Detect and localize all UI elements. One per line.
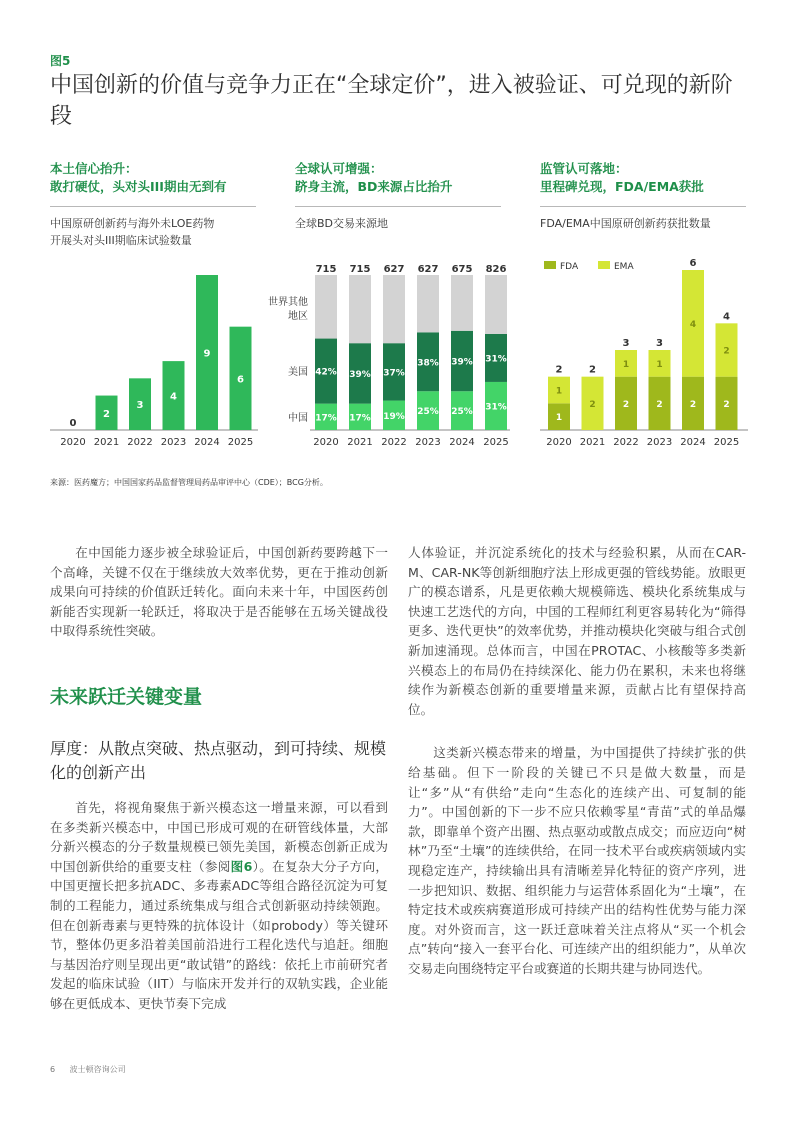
subtitle-line: FDA/EMA中国原研创新药获批数量: [540, 217, 711, 230]
x-tick-label: 2025: [483, 437, 509, 448]
panel-heading-3: [540, 160, 746, 196]
total-label: 715: [315, 264, 337, 275]
figure-label: 图5: [50, 54, 71, 68]
chart-panel-approvals: [540, 160, 746, 232]
data-label: 4: [689, 319, 697, 330]
x-tick-label: 2025: [713, 437, 740, 447]
data-label: 2: [723, 399, 730, 410]
text-run: 首先，将视角聚焦于新兴模态这一增量来源，可以看到在多类新兴模态中，中国已形成可观的在研管线体量，大部分新兴模态的分子数量规模已领先美国，新模态创新正成为中国创新供给的重要支柱（参阅: [50, 800, 388, 874]
data-label: 2: [622, 399, 630, 410]
subtitle-line: 开展头对头III期临床试验数量: [50, 234, 192, 247]
stacked-bar-segment: [451, 275, 473, 331]
data-label: 1: [555, 413, 563, 424]
data-label: 37%: [383, 368, 405, 379]
x-tick-label: 2020: [546, 437, 572, 447]
chart-fda-ema-approvals: [540, 252, 752, 447]
x-tick-label: 2024: [449, 437, 475, 448]
figure-ref-link[interactable]: 图6: [230, 858, 253, 874]
panel-heading-line: 监管认可落地：: [540, 161, 628, 176]
data-label: 0: [69, 418, 77, 429]
panel-heading-line: 本土信心抬升：: [50, 161, 138, 176]
chart-panel-bd: [295, 160, 501, 232]
total-label: 675: [451, 264, 473, 275]
panel-heading-2: [295, 160, 501, 196]
total-label: 6: [689, 258, 697, 269]
data-label: 6: [237, 374, 244, 386]
x-tick-label: 2023: [160, 437, 187, 448]
x-tick-label: 2023: [415, 437, 441, 448]
data-label: 3: [136, 400, 144, 412]
panel-heading-line: 全球认可增强：: [295, 161, 383, 176]
total-label: 3: [656, 338, 663, 349]
data-label: 19%: [383, 411, 405, 422]
panel-heading-1: [50, 160, 256, 196]
series-label: 美国: [288, 367, 308, 379]
panel-subtitle-2: [295, 215, 501, 232]
data-label: 25%: [417, 407, 439, 418]
chart-h2h-trials: [50, 262, 262, 457]
panel-heading-line: 跻身主流，BD来源占比抬升: [295, 179, 453, 194]
data-label: 31%: [485, 402, 507, 413]
paragraph: 在中国能力逐步被全球验证后，中国创新药要跨越下一个高峰，关键不仅在于继续放大效率优势，更在于推动创新成果向可持续的价值跃迁转化。面向未来十年，中国医药创新能否实现新一轮跃迁，将取决于是否能够在五场关键战役中取得系统性突破。: [50, 545, 388, 639]
data-label: 9: [203, 348, 211, 360]
x-tick-label: 2022: [381, 437, 407, 448]
x-tick-label: 2023: [646, 437, 673, 447]
paragraph: [50, 798, 388, 1014]
subtitle-line: 全球BD交易来源地: [295, 217, 389, 230]
page-footer: [50, 1064, 138, 1075]
data-label: 42%: [315, 367, 337, 378]
data-label: 2: [723, 346, 730, 357]
divider: [540, 206, 746, 207]
x-tick-label: 2021: [347, 437, 373, 448]
data-label: 4: [170, 391, 177, 403]
data-label: 39%: [349, 369, 371, 380]
data-label: 38%: [417, 358, 439, 369]
intro-paragraph: [50, 543, 388, 641]
panel-heading-line: 里程碑兑现，FDA/EMA获批: [540, 179, 704, 194]
data-label: 1: [622, 359, 630, 370]
chart-panel-h2h: [50, 160, 256, 249]
stacked-bar-segment: [315, 275, 337, 339]
panel-subtitle-3: [540, 215, 746, 232]
legend-label: EMA: [614, 262, 634, 272]
data-label: 2: [103, 408, 110, 420]
body-left-column: [50, 798, 388, 1014]
section-title: 未来跃迁关键变量: [50, 686, 203, 708]
total-label: 826: [485, 264, 507, 275]
legend-swatch-fda: [544, 261, 556, 269]
x-tick-label: 2020: [313, 437, 339, 448]
data-label: 39%: [451, 357, 473, 368]
text-run: ）。在复杂大分子方向，中国更擅长把多抗ADC、多毒素ADC等组合路径沉淀为可复制的工程能力，通过系统集成与组合式创新驱动持续领跑。但在创新毒素与更特殊的抗体设计（如probody）等关键环节，整体仍更多沿着美国前沿进行工程化迭代与追赶。细胞与基因治疗则呈现出更“敢试错”的路线：依托上市前研究者发起的临床试验（IIT）与临床开发并行的双轨实践，企业能够在更低成本、更快节奏下完成: [50, 858, 388, 1011]
data-label: 17%: [315, 413, 337, 424]
x-tick-label: 2024: [194, 437, 220, 448]
divider: [50, 206, 256, 207]
stacked-bar-segment: [383, 275, 405, 343]
series-label: 中国: [288, 412, 308, 424]
total-label: 2: [555, 364, 563, 376]
panel-heading-line: 敢打硬仗，头对头III期由无到有: [50, 179, 227, 194]
data-label: 2: [656, 399, 663, 410]
divider: [295, 206, 501, 207]
x-tick-label: 2022: [127, 437, 153, 448]
x-tick-label: 2020: [60, 437, 86, 448]
x-tick-label: 2025: [227, 437, 254, 448]
paragraph: 人体验证，并沉淀系统化的技术与经验积累，从而在CAR-M、CAR-NK等创新细胞疗法上形成更强的管线势能。放眼更广的模态谱系，凡是更依赖大规模筛选、模块化系统集成与快速工艺迭代的方向，中国的工程师红利更容易转化为“筛得更多、迭代更快”的效率优势，并推动模块化突破与组合式创新加速涌现。总体而言，中国在PROTAC、小核酸等多类新兴模态上的布局仍在持续深化、能力仍在累积，未来也将继续作为新模态创新的重要增量来源，贡献占比有望保持高位。: [408, 545, 746, 717]
subtitle-line: 中国原研创新药与海外未LOE药物: [50, 217, 215, 230]
body-right-column: [408, 543, 746, 978]
data-label: 2: [589, 399, 596, 410]
panel-subtitle-1: [50, 215, 256, 249]
figure-title: 中国创新的价值与竞争力正在“全球定价”，进入被验证、可兑现的新阶段: [50, 73, 733, 129]
stacked-bar-segment: [485, 275, 507, 334]
data-label: 17%: [349, 413, 371, 424]
data-label: 25%: [451, 407, 473, 418]
paragraph: 这类新兴模态带来的增量，为中国提供了持续扩张的供给基础。但下一阶段的关键已不只是做大数量，而是让“多”从“有供给”走向“生态化的连续产出、可复制的能力”。中国创新的下一步不应只依赖零星“青苗”式的单品爆款，即靠单个资产出圈、热点驱动或散点成交；而应迈向“树林”乃至“土壤”的连续供给，在同一技术平台或疾病领域内实现稳定连产，持续输出具有清晰差异化特征的资产序列，进一步把知识、数据、组织能力与运营体系固化为“土壤”，在特定技术或疾病赛道形成可持续产出的结构性优势与能力深度。对外资而言，这一跃迁意味着关注点将从“买一个机会点”转向“接入一套平台化、可连续产出的组织能力”，从单次交易走向围绕特定平台或赛道的长期共建与协同迭代。: [408, 745, 746, 976]
total-label: 3: [622, 338, 630, 349]
page-number: 6: [50, 1065, 56, 1074]
chart-bd-source: [262, 262, 512, 457]
company-name: 波士顿咨询公司: [69, 1065, 126, 1074]
legend-swatch-ema: [598, 261, 610, 269]
x-tick-label: 2021: [93, 437, 120, 448]
series-label: 地区: [288, 311, 308, 322]
total-label: 627: [383, 264, 405, 275]
x-tick-label: 2021: [579, 437, 606, 447]
total-label: 2: [589, 364, 596, 376]
data-label: 1: [555, 386, 563, 397]
x-tick-label: 2022: [613, 437, 639, 447]
series-label: 世界其他: [268, 297, 308, 308]
data-label: 2: [689, 399, 697, 410]
data-label: 1: [656, 359, 663, 370]
stacked-bar-segment: [349, 275, 371, 343]
total-label: 715: [349, 264, 371, 275]
data-label: 31%: [485, 354, 507, 365]
source-note: 来源：医药魔方；中国国家药品监督管理局药品审评中心（CDE）；BCG分析。: [50, 478, 328, 487]
stacked-bar-segment: [417, 275, 439, 332]
legend-label: FDA: [560, 262, 579, 272]
total-label: 4: [723, 311, 730, 323]
x-tick-label: 2024: [680, 437, 706, 447]
total-label: 627: [417, 264, 439, 275]
subsection-title: 厚度：从散点突破、热点驱动，到可持续、规模化的创新产出: [50, 739, 387, 782]
